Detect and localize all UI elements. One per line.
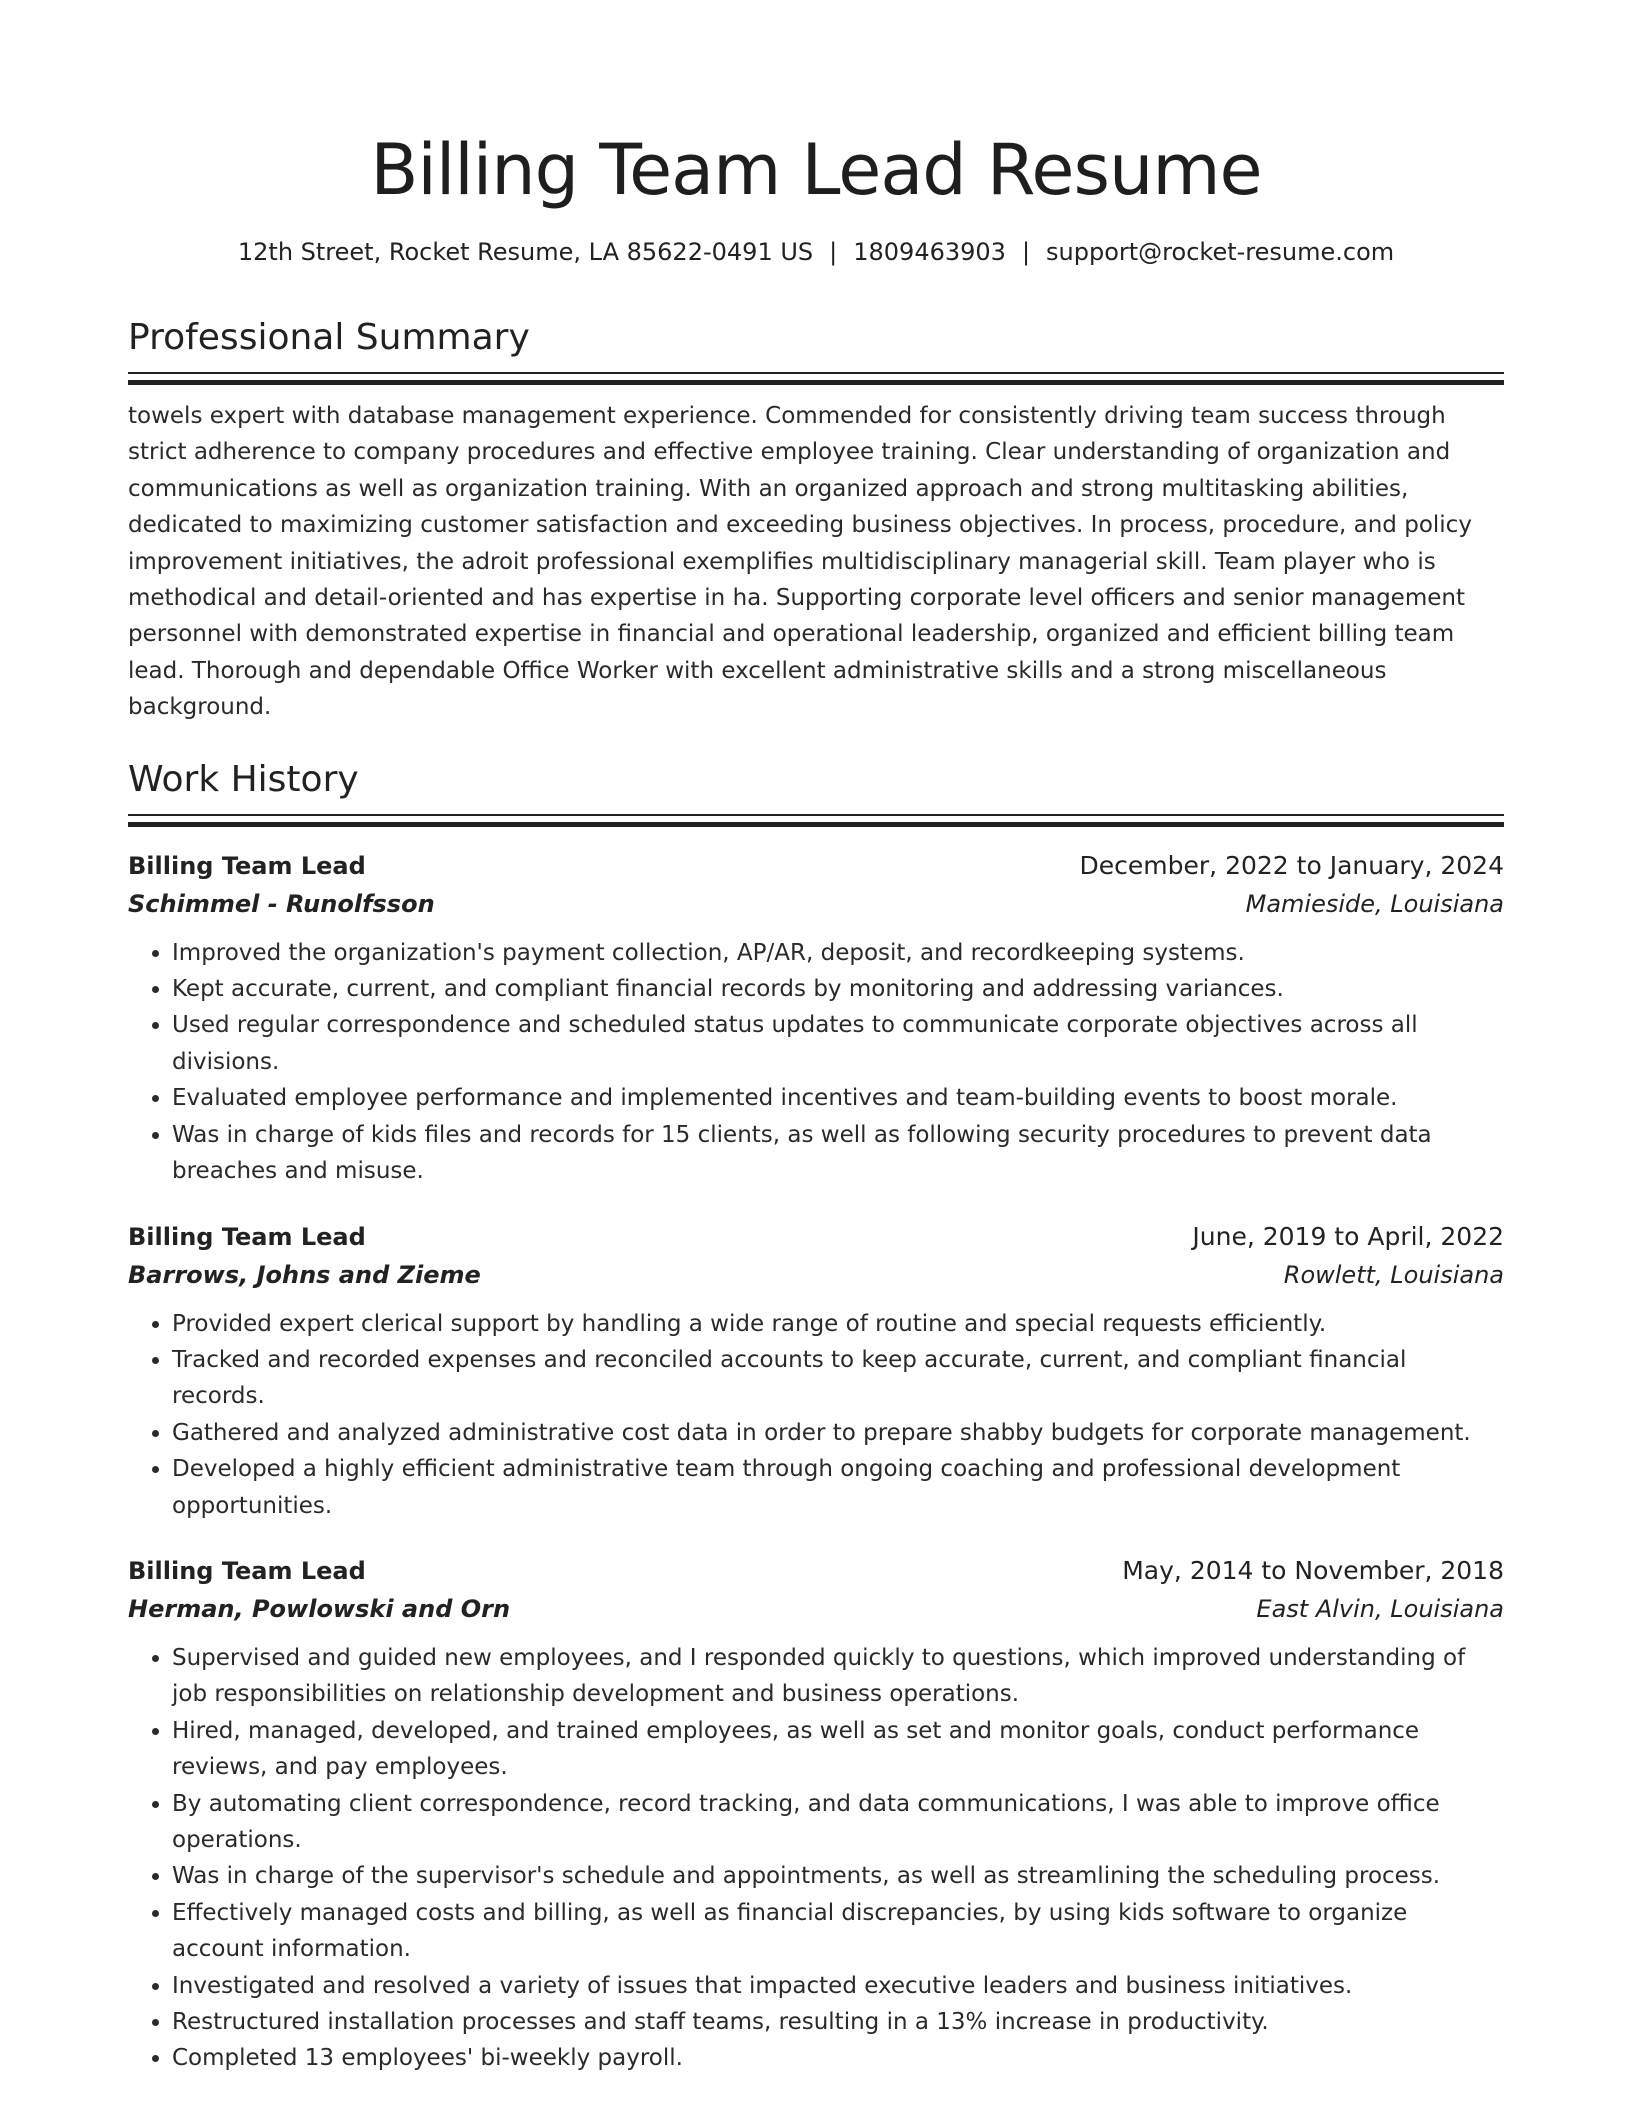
contact-separator: | [1021,238,1031,266]
job-dates: May, 2014 to November, 2018 [1122,1555,1504,1585]
job-bullet: • Tracked and recorded expenses and reconciled accounts to keep accurate, current, and compliant financial records. [172,1342,1504,1415]
job-bullet: • Supervised and guided new employees, and I responded quickly to questions, which improved understanding of job responsibilities on relationship development and business operations. [172,1640,1504,1713]
job-bullet: • Provided expert clerical support by handling a wide range of routine and special requests efficiently. [172,1306,1504,1342]
contact-phone: 1809463903 [853,238,1006,266]
job-location: East Alvin, Louisiana [1256,1594,1504,1623]
job-location: Mamieside, Louisiana [1245,889,1504,918]
job-bullet: • Improved the organization's payment collection, AP/AR, deposit, and recordkeeping systems. [172,935,1504,971]
job-title: Billing Team Lead [128,851,366,880]
job-dates: December, 2022 to January, 2024 [1079,850,1504,880]
job-entry [128,1552,1504,2077]
job-company-row [128,885,1504,923]
job-bullet: • Effectively managed costs and billing, as well as financial discrepancies, by using kids software to organize account information. [172,1895,1504,1968]
job-header-row [128,1218,1504,1256]
section-title-work-history: Work History [128,758,359,800]
job-bullet: • Hired, managed, developed, and trained employees, as well as set and monitor goals, conduct performance reviews, and pay employees. [172,1713,1504,1786]
section-divider [128,372,1504,385]
section-title-summary: Professional Summary [128,317,530,358]
contact-line [128,234,1504,270]
job-bullet-list [128,1306,1504,1524]
summary-text: towels expert with database management experience. Commended for consistently driving team success through strict adherence to company procedures and effective employee training. Clear understanding of organization and communications as well as organization training. With an organized approach and strong multitasking abilities, dedicated to maximizing customer satisfaction and exceeding business objectives. In process, procedure, and policy improvement initiatives, the adroit professional exemplifies multidisciplinary managerial skill. Team player who is methodical and detail-oriented and has expertise in ha. Supporting corporate level officers and senior management personnel with demonstrated expertise in financial and operational leadership, organized and efficient billing team lead. Thorough and dependable Office Worker with excellent administrative skills and a strong miscellaneous background. [128,403,1472,721]
job-bullet: • Used regular correspondence and scheduled status updates to communicate corporate objectives across all divisions. [172,1007,1504,1080]
job-bullet: • Was in charge of kids files and records for 15 clients, as well as following security procedures to prevent data breaches and misuse. [172,1117,1504,1190]
job-bullet-list [128,1640,1504,2077]
job-bullet: • By automating client correspondence, record tracking, and data communications, I was able to improve office operations. [172,1786,1504,1859]
contact-address: 12th Street, Rocket Resume, LA 85622-0491 US [237,238,814,266]
job-bullet: • Evaluated employee performance and implemented incentives and team-building events to boost morale. [172,1080,1504,1116]
job-bullet: • Kept accurate, current, and compliant financial records by monitoring and addressing variances. [172,971,1504,1007]
job-company: Barrows, Johns and Zieme [128,1260,481,1289]
job-location: Rowlett, Louisiana [1283,1260,1504,1289]
job-bullet-list [128,935,1504,1190]
section-divider [128,814,1504,827]
resume-name: Billing Team Lead Resume [370,129,1262,211]
contact-email: support@rocket-resume.com [1046,238,1395,266]
job-bullet: • Gathered and analyzed administrative cost data in order to prepare shabby budgets for corporate management. [172,1415,1504,1451]
job-header-row [128,847,1504,885]
job-bullet: • Investigated and resolved a variety of issues that impacted executive leaders and business initiatives. [172,1968,1504,2004]
job-entry [128,1218,1504,1524]
job-company-row [128,1256,1504,1294]
job-entry [128,847,1504,1190]
job-dates: June, 2019 to April, 2022 [1192,1221,1504,1251]
job-company: Schimmel - Runolfsson [128,889,435,918]
job-bullet: • Completed 13 employees' bi-weekly payroll. [172,2040,1504,2076]
job-title: Billing Team Lead [128,1222,366,1251]
job-bullet: • Restructured installation processes and staff teams, resulting in a 13% increase in productivity. [172,2004,1504,2040]
job-company: Herman, Powlowski and Orn [128,1594,511,1623]
job-bullet: • Was in charge of the supervisor's schedule and appointments, as well as streamlining the scheduling process. [172,1858,1504,1894]
job-bullet: • Developed a highly efficient administrative team through ongoing coaching and professional development opportunities. [172,1451,1504,1524]
job-company-row [128,1590,1504,1628]
work-history-list [128,847,1504,2077]
contact-separator: | [829,238,838,266]
job-header-row [128,1552,1504,1590]
job-title: Billing Team Lead [128,1556,366,1585]
resume-page [128,0,1504,2077]
